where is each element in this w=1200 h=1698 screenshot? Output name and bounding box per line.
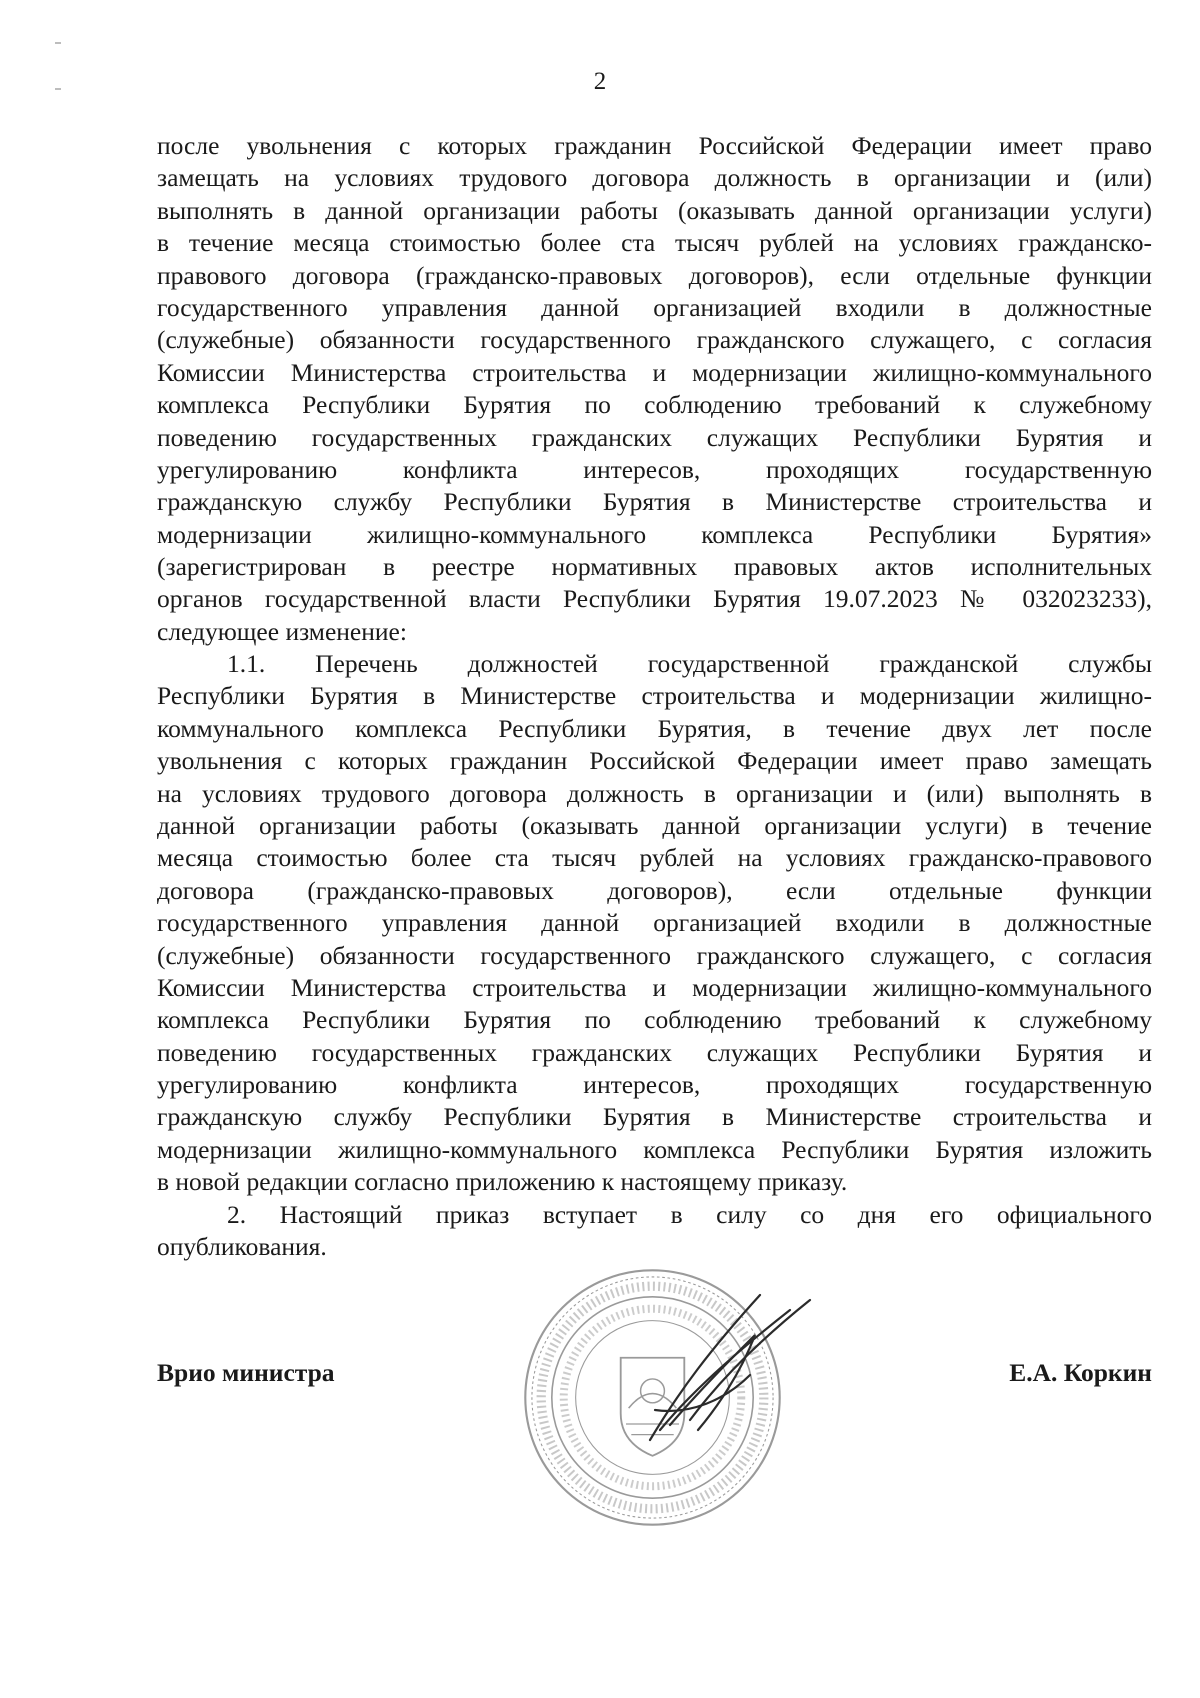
text-line: после увольнения с которых гражданин Российской Федерации имеет право <box>157 131 1152 160</box>
text-line: Комиссии Министерства строительства и модернизации жилищно-коммунального <box>157 357 1152 387</box>
text-line: 1.1. Перечень должностей государственной гражданской службы <box>227 649 1152 678</box>
paragraph-1 <box>157 130 1152 648</box>
text-line: урегулированию конфликта интересов, проходящих государственную <box>157 454 1152 484</box>
text-line: в новой редакции согласно приложению к настоящему приказу. <box>157 1167 848 1197</box>
text-line: (служебные) обязанности государственного гражданского служащего, с согласия <box>157 940 1152 970</box>
text-line: увольнения с которых гражданин Российской Федерации имеет право замещать <box>157 746 1152 776</box>
text-line: модернизации жилищно-коммунального комплекса Республики Бурятия» <box>157 519 1152 549</box>
paragraph-2 <box>157 1199 1152 1264</box>
text-line: правового договора (гражданско-правовых договоров), если отдельные функции <box>157 260 1152 290</box>
page-number: 2 <box>593 68 607 95</box>
text-line: следующее изменение: <box>157 616 407 646</box>
text-line: комплекса Республики Бурятия по соблюдению требований к служебному <box>157 1005 1152 1035</box>
text-line: опубликования. <box>157 1232 327 1262</box>
text-line: государственного управления данной организацией входили в должностные <box>157 292 1152 322</box>
signatory-name: Е.А. Коркин <box>1009 1358 1152 1387</box>
text-line: коммунального комплекса Республики Бурятия, в течение двух лет после <box>157 713 1152 743</box>
text-line: урегулированию конфликта интересов, проходящих государственную <box>157 1070 1152 1100</box>
text-line: Комиссии Министерства строительства и модернизации жилищно-коммунального <box>157 972 1152 1002</box>
text-line: договора (гражданско-правовых договоров), если отдельные функции <box>157 875 1152 905</box>
text-line: (служебные) обязанности государственного гражданского служащего, с согласия <box>157 325 1152 355</box>
signature-row <box>157 1358 1152 1398</box>
text-line: на условиях трудового договора должность в организации и (или) выполнять в <box>157 778 1152 808</box>
text-line: выполнять в данной организации работы (оказывать данной организации услуги) <box>157 195 1152 225</box>
text-line: гражданскую службу Республики Бурятия в Министерстве строительства и <box>157 487 1152 517</box>
text-line: (зарегистрирован в реестре нормативных правовых актов исполнительных <box>157 552 1152 582</box>
text-line: замещать на условиях трудового договора должность в организации и (или) <box>157 163 1152 193</box>
text-line: поведению государственных гражданских служащих Республики Бурятия и <box>157 1037 1152 1067</box>
text-line: в течение месяца стоимостью более ста тысяч рублей на условиях гражданско- <box>157 228 1152 258</box>
text-line: государственного управления данной организацией входили в должностные <box>157 908 1152 938</box>
paragraph-1-1 <box>157 648 1152 1199</box>
text-line: месяца стоимостью более ста тысяч рублей на условиях гражданско-правового <box>157 843 1152 873</box>
text-line: модернизации жилищно-коммунального комплекса Республики Бурятия изложить <box>157 1134 1152 1164</box>
signatory-position: Врио министра <box>157 1358 335 1387</box>
text-line: 2. Настоящий приказ вступает в силу со дня его официального <box>227 1200 1152 1229</box>
text-line: органов государственной власти Республики Бурятия 19.07.2023 № 032023233), <box>157 584 1152 614</box>
scan-artifact-mark <box>55 42 61 44</box>
text-line: данной организации работы (оказывать данной организации услуги) в течение <box>157 810 1152 840</box>
text-line: Республики Бурятия в Министерстве строительства и модернизации жилищно- <box>157 681 1152 711</box>
text-line: комплекса Республики Бурятия по соблюдению требований к служебному <box>157 390 1152 420</box>
text-line: гражданскую службу Республики Бурятия в Министерстве строительства и <box>157 1102 1152 1132</box>
text-line: поведению государственных гражданских служащих Республики Бурятия и <box>157 422 1152 452</box>
